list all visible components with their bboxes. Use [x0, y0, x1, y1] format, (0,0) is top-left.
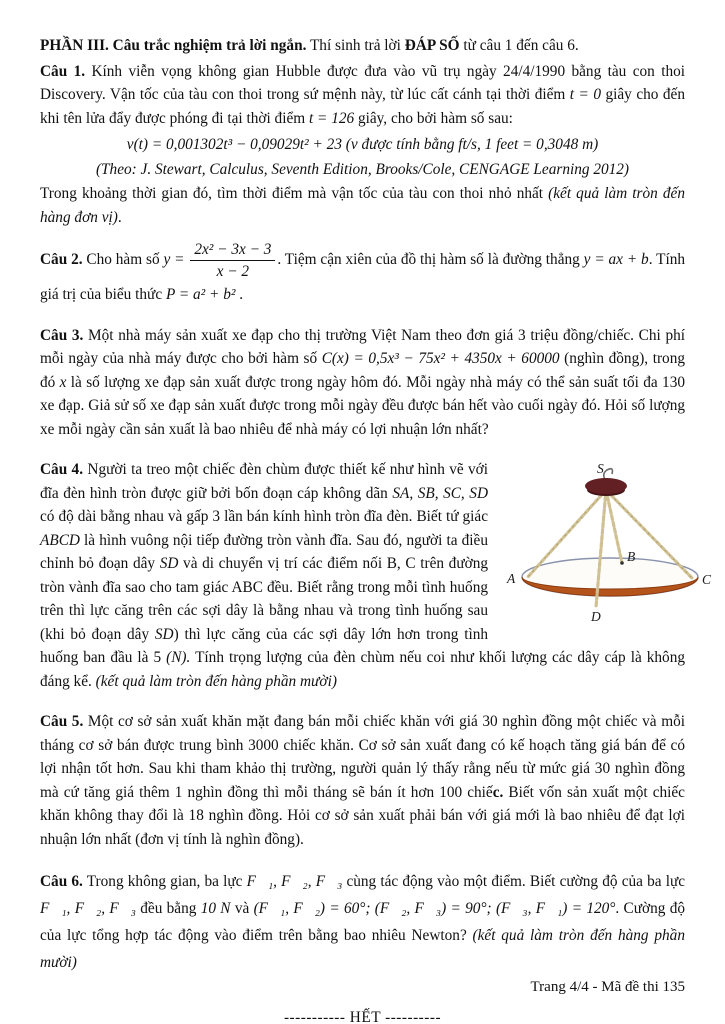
- slant-asymptote-fraction: $\frac{\text{2x² − 3x − 3}}{x - 2}$: [188, 238, 277, 283]
- question-4: S A B C D Câu 4. Người ta treo một chiếc đèn chùm được thiết kế như hình vẽ với đĩa đèn hình tròn được giữ bởi bốn đoạn cáp không dãn SA, SB, SC, SD có độ dài bằng nhau và gấp 3 lần bán kính hình tròn đĩa đèn. Biết tứ giác ABCD là hình vuông nội tiếp đường tròn vành đĩa. Sau đó, người ta điều chỉnh bỏ đoạn dây SD và di chuyển vị trí các điểm nối B, C trên đường tròn vành đĩa sao cho tam giác ABC đều. Biết rằng trong mỗi tình huống trên thì lực căng trên các sợi dây là bằng nhau và trong tình huống sau (khi bỏ đoạn dây SD) thì lực căng của các sợi dây lớn hơn trong tình huống ban đầu là 5 (N). Tính trọng lượng của đèn chùm nếu coi như khối lượng các dây cáp là không đáng kể. (kết quả làm tròn đến hàng phần mười): [40, 458, 685, 693]
- citation: (Theo: J. Stewart, Calculus, Seventh Edition, Brooks/Cole, CENGAGE Learning 2012): [95, 160, 630, 178]
- question-5: Câu 5. Một cơ sở sản xuất khăn mặt đang bán mỗi chiếc khăn với giá 30 nghìn đồng một chiếc và mỗi tháng cơ sở bán được trung bình 3000 chiếc khăn. Cơ sở sản xuất đang có kế hoạch tăng giá bán để có lợi nhận tốt hơn. Sau khi tham khảo thị trường, người quản lý thấy rằng nếu từ mức giá 30 nghìn đồng mà cứ tăng giá thêm 1 nghìn đồng thì mỗi tháng sẽ bán ít hơn 100 chiếc. Biết vốn sản xuất một chiếc khăn không thay đổi là 18 nghìn đồng. Hỏi cơ sở sản xuất phải bán với giá mới là bao nhiêu để đạt lợi nhuận lớn nhất (đơn vị tính là nghìn đồng).: [40, 713, 685, 848]
- section-header: PHẦN III. Câu trắc nghiệm trả lời ngắn. Thí sinh trả lời ĐÁP SỐ từ câu 1 đến câu 6.: [40, 37, 579, 54]
- point-label-d: D: [591, 609, 601, 625]
- question-1-label: Câu 1.: [40, 62, 86, 80]
- point-label-s: S: [597, 461, 604, 477]
- cap-body: [585, 478, 627, 494]
- question-1: Câu 1. Kính viễn vọng không gian Hubble được đưa vào vũ trụ ngày 24/4/1990 bằng tàu con thoi Discovery. Vận tốc của tàu con thoi trong sứ mệnh này, từ lúc cất cánh tại thời điểm t = 0 giây cho đến khi tên lửa đẩy được phóng đi tại thời điểm t = 126 giây, cho bởi hàm số sau: v(t) = 0,001302t³ − 0,09029t² + 23 (v được tính bằng ft/s, 1 feet = 0,3048 m) (Theo: J. Stewart, Calculus, Seventh Edition, Brooks/Cole, CENGAGE Learning 2012) Trong khoảng thời gian đó, tìm thời điểm mà vận tốc của tàu con thoi nhỏ nhất (kết quả làm tròn đến hàng đơn vị).: [40, 62, 685, 226]
- answer-keyword: ĐÁP SỐ: [404, 37, 460, 54]
- question-3-label: Câu 3.: [40, 326, 84, 344]
- point-label-a: A: [507, 571, 516, 587]
- end-marker: ----------- HẾT ----------: [283, 1009, 442, 1024]
- question-2-label: Câu 2.: [40, 251, 83, 269]
- question-6: Câu 6. Trong không gian, ba lực F⃗₁, F⃗₂, F⃗₃ cùng tác động vào một điểm. Biết cường độ của ba lực F⃗₁, F⃗₂, F⃗₃ đều bằng 10 N và (F⃗₁, F⃗₂) = 60°; (F⃗₂, F⃗₃) = 90°; (F⃗₃, F⃗₁) = 120°. Cường độ của lực tổng hợp tác động vào điểm trên bằng bao nhiêu Newton? (kết quả làm tròn đến hàng phần mười): [40, 873, 686, 972]
- point-b-dot: [620, 561, 624, 565]
- question-5-label: Câu 5.: [40, 713, 84, 731]
- page-footer: Trang 4/4 - Mã đề thi 135: [530, 979, 685, 995]
- question-6-label: Câu 6.: [40, 873, 83, 891]
- question-4-label: Câu 4.: [40, 461, 84, 479]
- chandelier-drawing: [500, 460, 718, 626]
- point-label-b: B: [627, 549, 636, 565]
- velocity-formula: v(t) = 0,001302t³ − 0,09029t² + 23 (v được tính bằng ft/s, 1 feet = 0,3048 m): [126, 136, 599, 153]
- chandelier-figure: [500, 460, 718, 626]
- question-3: Câu 3. Một nhà máy sản xuất xe đạp cho thị trường Việt Nam theo đơn giá 3 triệu đồng/chiếc. Chi phí mỗi ngày của nhà máy được cho bởi hàm số C(x) = 0,5x³ − 75x² + 4350x + 60000 (nghìn đồng), trong đó x là số lượng xe đạp sản xuất được trong ngày hôm đó. Mỗi ngày nhà máy có thể sản suất tối đa 130 xe đạp. Giả sử số xe đạp sản xuất được trong mỗi ngày đều được bán hết vào cuối ngày đó. Hỏi số lượng xe mỗi ngày cần sản xuất là bao nhiêu để nhà máy có lợi nhuận lớn nhất?: [40, 326, 685, 438]
- question-2: Câu 2. Cho hàm số y = $\frac{\text{2x² − 3x − 3}}{x - 2}$ . Tiệm cận xiên của đồ thị hàm số là đường thẳng y = ax + b. Tính giá trị của biểu thức P = a² + b² .: [40, 238, 685, 307]
- point-label-c: C: [702, 572, 712, 588]
- cable-sb: [606, 490, 622, 563]
- section-title: PHẦN III. Câu trắc nghiệm trả lời ngắn.: [40, 37, 307, 54]
